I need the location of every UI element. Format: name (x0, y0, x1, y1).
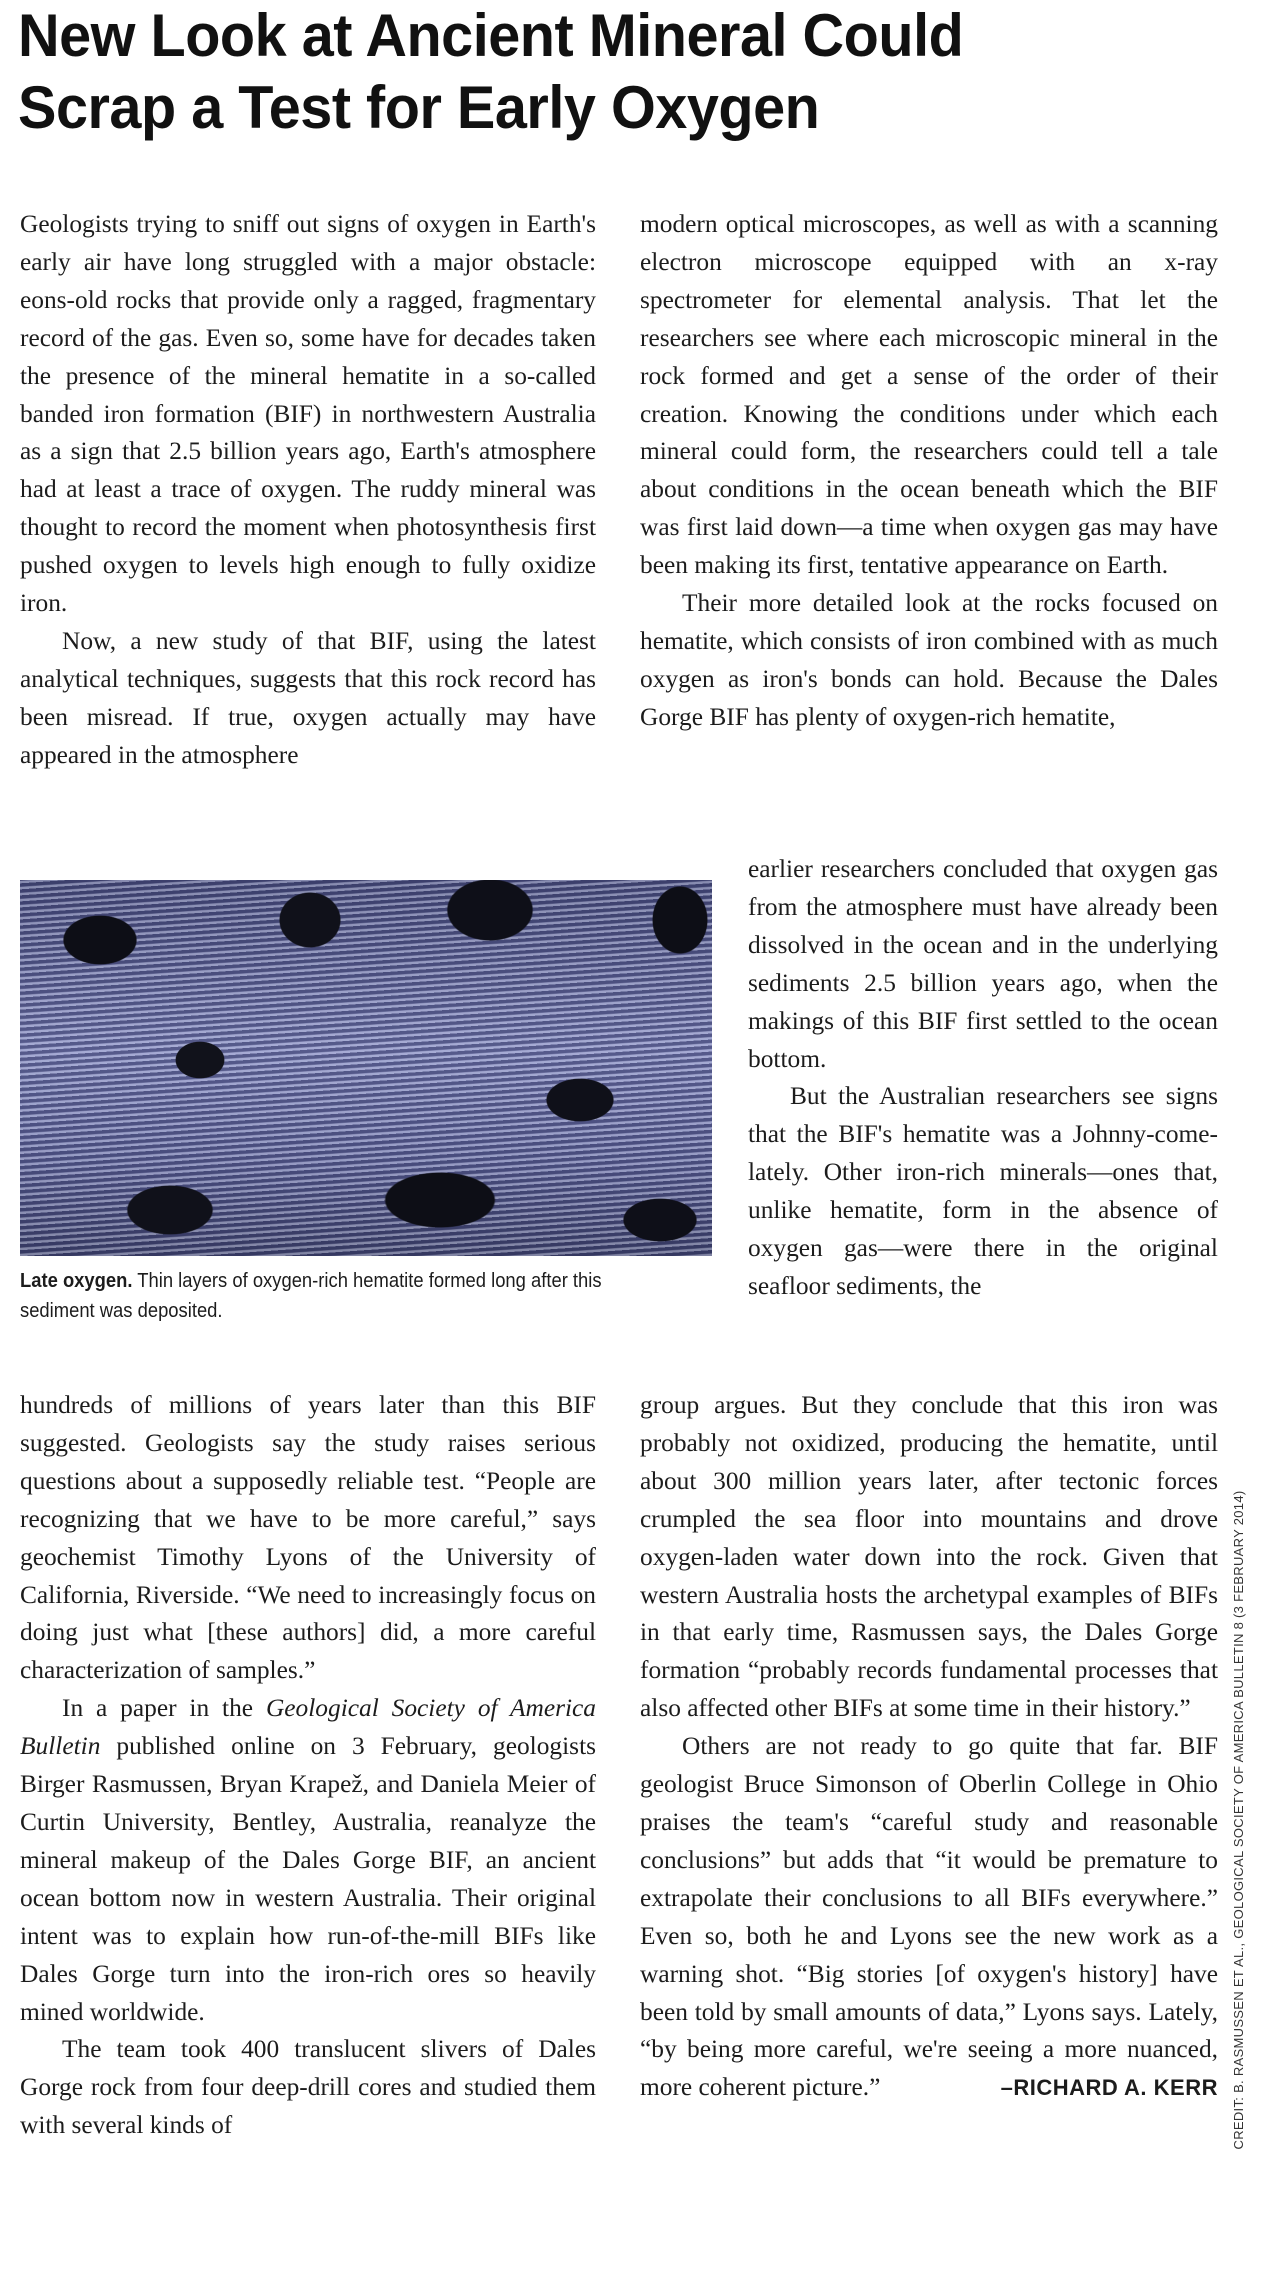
figure-caption (20, 1266, 664, 1326)
column-right-bottom (640, 1387, 1218, 2107)
paragraph-2-continued: hundreds of millions of years later than this BIF suggested. Geologists say the study raises serious questions about a supposedly reliable test. “People are recognizing that we have to be more careful,” says geochemist Timothy Lyons of the University of California, Riverside. “We need to increasingly focus on doing just what [these authors] did, a more careful characterization of samples.” (20, 1391, 596, 1685)
caption-lead: Late oxygen. (20, 1270, 133, 1292)
column-left-bottom (20, 1387, 596, 2145)
paragraph-2: Now, a new study of that BIF, using the latest analytical techniques, suggests that this rock record has been misread. If true, oxygen actually may have appeared in the atmosphere (20, 626, 596, 769)
paragraph-7 (640, 1728, 1218, 2107)
column-left-top (20, 206, 596, 775)
paragraph-3-start: In a paper in the (62, 1694, 266, 1723)
column-right-middle (748, 851, 1218, 1306)
paragraph-5: Their more detailed look at the rocks focused on hematite, which consists of iron combined with as much oxygen as iron's bonds can hold. Because the Dales Gorge BIF has plenty of oxygen-rich hematite, (640, 589, 1218, 731)
paragraph-7-text: Others are not ready to go quite that far. BIF geologist Bruce Simonson of Oberlin College in Ohio praises the team's “careful study and reasonable conclusions” but adds that “it would be premature to extrapolate their conclusions to all BIFs everywhere.” Even so, both he and Lyons see the new work as a warning shot. “Big stories [of oxygen's history] have been told by small amounts of data,” Lyons says. Lately, “by being more careful, we're seeing a more nuanced, more coherent picture.” (640, 1732, 1218, 2102)
paragraph-6: But the Australian researchers see signs that the BIF's hematite was a Johnny-come-lately. Other iron-rich minerals—ones that, unlike hematite, form in the absence of oxygen gas—were there in the original seafloor sediments, the (748, 1082, 1218, 1300)
paragraph-4: The team took 400 translucent slivers of Dales Gorge rock from four deep-drill cores and studied them with several kinds of (20, 2035, 596, 2140)
headline-line-1: New Look at Ancient Mineral Could (18, 2, 964, 69)
byline: –RICHARD A. KERR (1000, 2075, 1218, 2101)
paragraph-6-continued: group argues. But they conclude that this iron was probably not oxidized, producing the hematite, until about 300 million years later, after tectonic forces crumpled the sea floor into mountains and drove oxygen-laden water down into the rock. Given that western Australia hosts the archetypal examples of BIFs in that early time, Rasmussen says, the Dales Gorge formation “probably records fundamental processes that also affected other BIFs at some time in their history.” (640, 1391, 1218, 1723)
image-credit: CREDIT: B. RASMUSSEN ET AL., GEOLOGICAL SOCIETY OF AMERICA BULLETIN 8 (3 FEBRUARY 2014) (1231, 1490, 1246, 2150)
paragraph-3 (20, 1690, 596, 2031)
paragraph-5-continued: earlier researchers concluded that oxygen gas from the atmosphere must have already been dissolved in the ocean and in the underlying sediments 2.5 billion years ago, when the makings of this BIF first settled to the ocean bottom. (748, 855, 1218, 1073)
paragraph-1: Geologists trying to sniff out signs of oxygen in Earth's early air have long struggled with a major obstacle: eons-old rocks that provide only a ragged, fragmentary record of the gas. Even so, some have for decades taken the presence of the mineral hematite in a so-called banded iron formation (BIF) in northwestern Australia as a sign that 2.5 billion years ago, Earth's atmosphere had at least a trace of oxygen. The ruddy mineral was thought to record the moment when photosynthesis first pushed oxygen to levels high enough to fully oxidize iron. (20, 210, 596, 618)
paragraph-3-end: published online on 3 February, geologists Birger Rasmussen, Bryan Krapež, and Daniela Meier of Curtin University, Bentley, Australia, reanalyze the mineral makeup of the Dales Gorge BIF, an ancient ocean bottom now in western Australia. Their original intent was to explain how run-of-the-mill BIFs like Dales Gorge turn into the iron-rich ores so heavily mined worldwide. (20, 1732, 596, 2026)
headline-line-2: Scrap a Test for Early Oxygen (18, 74, 820, 141)
paragraph-4-continued: modern optical microscopes, as well as with a scanning electron microscope equipped with an x-ray spectrometer for elemental analysis. That let the researchers see where each microscopic mineral in the rock formed and get a sense of the order of their creation. Knowing the conditions under which each mineral could form, the researchers could tell a tale about conditions in the ocean beneath which the BIF was first laid down—a time when oxygen gas may have been making its first, tentative appearance on Earth. (640, 210, 1218, 580)
publication-name: Geological Society of America Bulletin (20, 1694, 597, 1761)
caption-text: Thin layers of oxygen-rich hematite formed long after this sediment was deposited. (20, 1270, 602, 1322)
hematite-micrograph-image (20, 880, 712, 1256)
headline (18, 0, 1208, 144)
column-right-top (640, 206, 1218, 737)
